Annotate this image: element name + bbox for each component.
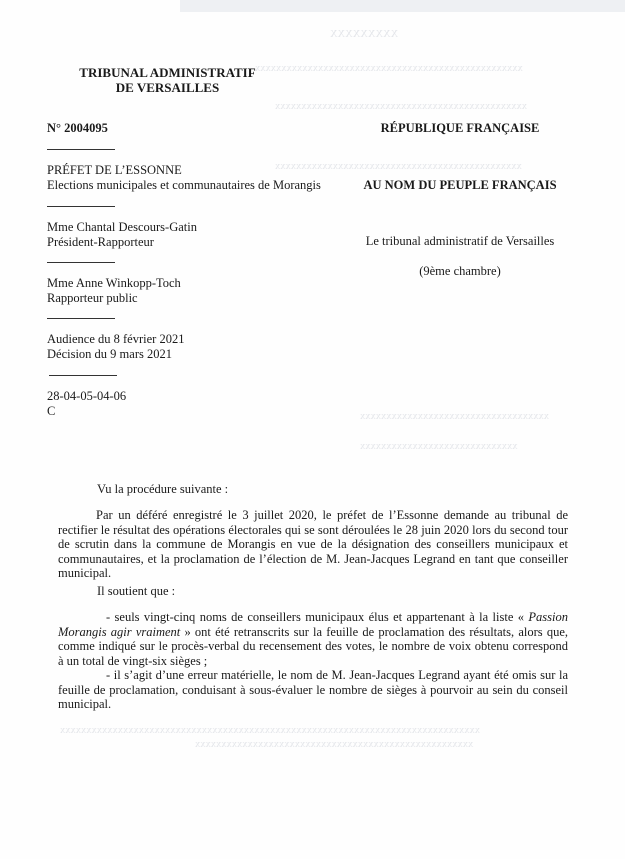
parties-subject: Elections municipales et communautaires de Morangis (47, 177, 321, 192)
president-role: Président-Rapporteur (47, 234, 154, 249)
case-number: N° 2004095 (47, 121, 108, 135)
tribunal-label: Le tribunal administratif de Versailles (365, 234, 555, 248)
scan-edge-shadow (180, 0, 625, 12)
paragraph-referral: Par un déféré enregistré le 3 juillet 2020, le préfet de l’Essonne demande au tribunal de rectifier le résultat des opérations électorales qui se sont déroulées le 28 juin 2020 lors du second tour de scrutin dans la commune de Morangis en vue de la désignation des conseillers municipaux et communautaires, et la proclamation de l’élection de M. Jean-Jacques Legrand en tant que conseiller municipal. (58, 508, 568, 581)
classification-code: 28-04-05-04-06 (47, 389, 127, 403)
president-block (47, 220, 197, 249)
classification-letter: C (47, 403, 56, 418)
hearing-date: Audience du 8 février 2021 (47, 332, 185, 346)
bleed-through-text: XXXXXXXXX (330, 29, 399, 40)
bleed-through-text: xxxxxxxxxxxxxxxxxxxxxxxxxxxxxxxxxxxxxxxxxxxxxxx (275, 161, 522, 172)
bleed-through-text: xxxxxxxxxxxxxxxxxxxxxxxxxxxxxx (360, 441, 518, 452)
rapporteur-block (47, 276, 181, 305)
argument-point-1 (58, 610, 568, 668)
dates-block (47, 332, 184, 361)
president-name: Mme Chantal Descours-Gatin (47, 220, 197, 234)
separator (49, 375, 117, 376)
rapporteur-name: Mme Anne Winkopp-Toch (47, 276, 181, 290)
bleed-through-text: xxxxxxxxxxxxxxxxxxxxxxxxxxxxxxxxxxxxxxxxxxxxxxxx (275, 101, 527, 112)
decision-date: Décision du 9 mars 2021 (47, 346, 172, 361)
court-name-line2: DE VERSAILLES (115, 80, 220, 95)
separator (47, 262, 115, 263)
chamber-label: (9ème chambre) (419, 264, 501, 278)
procedure-heading: Vu la procédure suivante : (97, 482, 229, 496)
classification-block (47, 389, 126, 418)
bleed-through-text: xxxxxxxxxxxxxxxxxxxxxxxxxxxxxxxxxxxx (360, 411, 549, 422)
point1-rest: ont été retranscrits sur la feuille de proclamation des résultats, alors que, comme indiqué sur le procès-verbal du recensement des votes, le nombre de voix obtenu correspond à un total de vingt-six sièges ; (58, 624, 569, 668)
separator (47, 318, 115, 319)
case-parties (47, 163, 321, 192)
court-name-line1: TRIBUNAL ADMINISTRATIF (79, 65, 256, 80)
point1-intro: - seuls vingt-cinq noms de conseillers municipaux élus et appartenant à la liste (106, 610, 514, 624)
separator (47, 149, 115, 150)
rapporteur-role: Rapporteur public (47, 290, 138, 305)
court-name (60, 65, 275, 95)
list-name: Passion Morangis agir vraiment (58, 610, 569, 639)
republic-heading: RÉPUBLIQUE FRANÇAISE (380, 121, 540, 135)
separator (47, 206, 115, 207)
bleed-through-text: xxxxxxxxxxxxxxxxxxxxxxxxxxxxxxxxxxxxxxxxxxxxxxxxxxxxxxxxxxxxxxxxxxxxxxxxxxxxxxxx (60, 725, 480, 736)
quote-open: « (517, 610, 529, 624)
bleed-through-text: xxxxxxxxxxxxxxxxxxxxxxxxxxxxxxxxxxxxxxxxxxxxxxxxxxx (255, 63, 523, 74)
argument-point-2: - il s’agit d’une erreur matérielle, le nom de M. Jean-Jacques Legrand ayant été omis sur la feuille de proclamation, conduisant à sous-évaluer le nombre de sièges à pourvoir au sein du conseil municipal. (58, 668, 568, 712)
bleed-through-text: xxxxxxxxxxxxxxxxxxxxxxxxxxxxxxxxxxxxxxxxxxxxxxxxxxxxx (195, 739, 474, 750)
quote-close: » (180, 624, 191, 639)
argues-heading: Il soutient que : (97, 584, 176, 598)
parties-prefect: PRÉFET DE L’ESSONNE (47, 163, 182, 177)
in-the-name-heading: AU NOM DU PEUPLE FRANÇAIS (363, 178, 557, 192)
